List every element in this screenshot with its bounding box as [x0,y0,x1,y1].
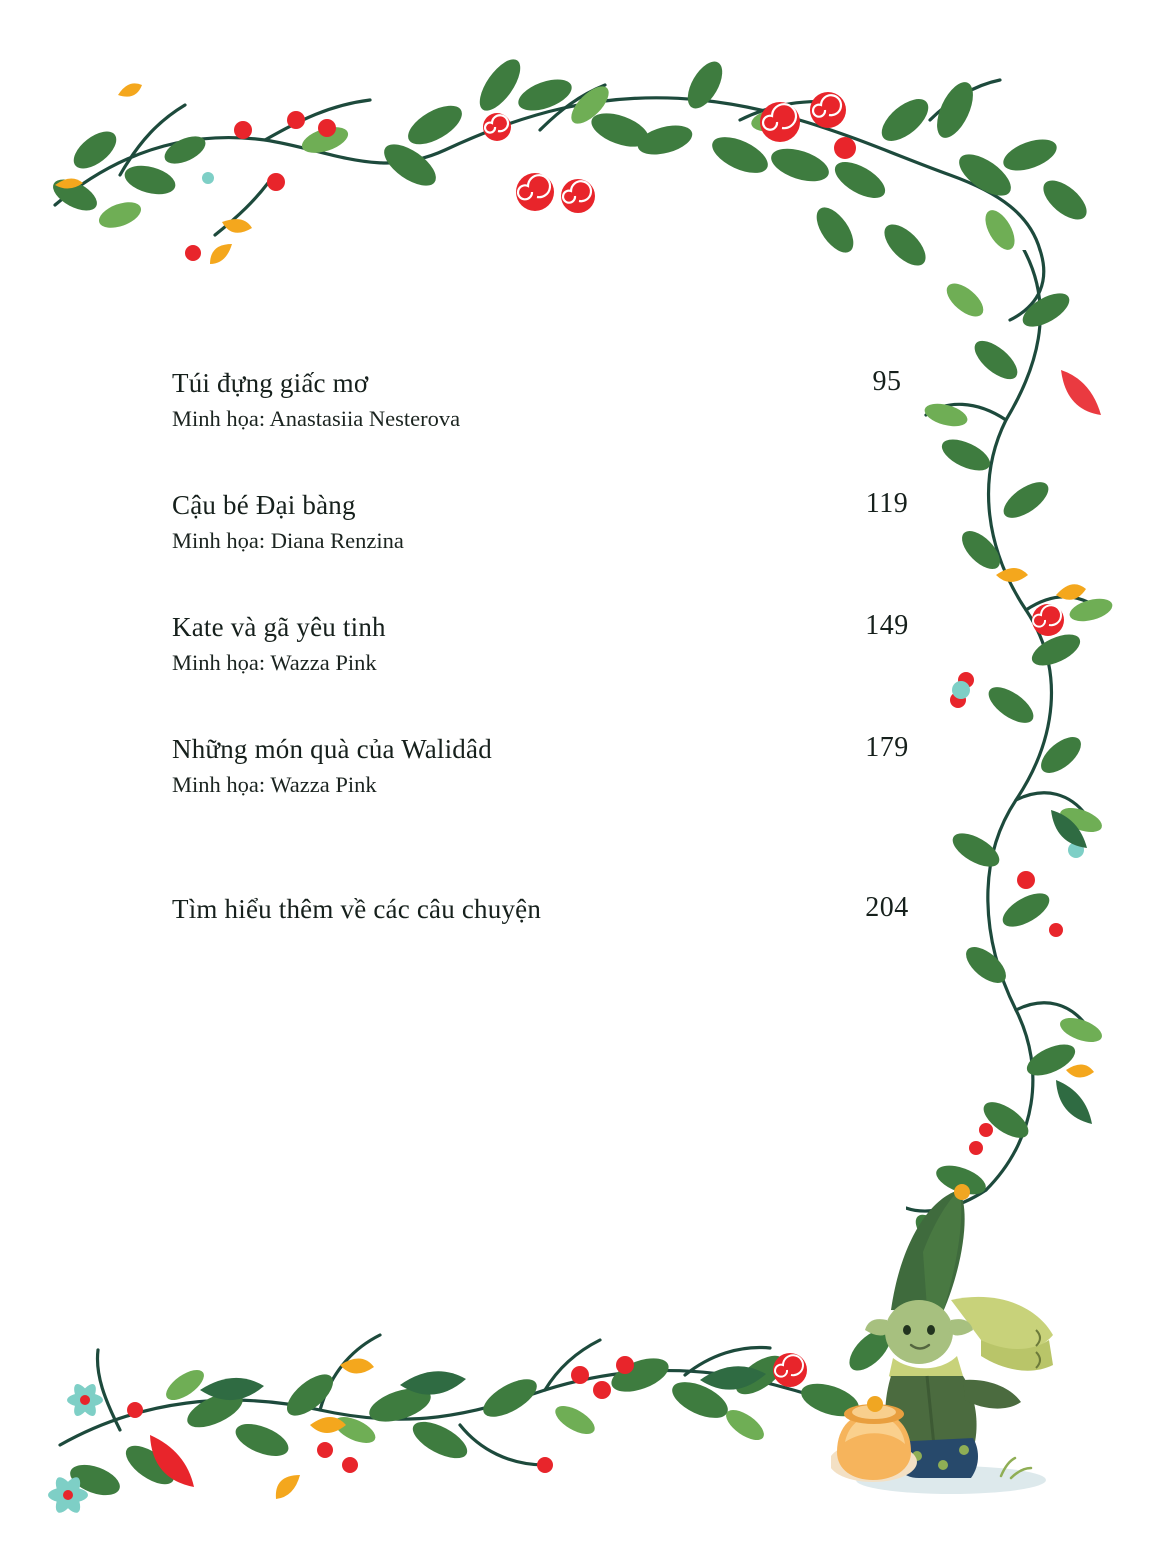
toc-entry-illustrator: Minh họa: Diana Renzina [172,528,404,554]
floral-vine-top-icon [0,0,1166,340]
toc-entry[interactable] [172,892,909,925]
toc-entry-page-number: 149 [865,610,909,642]
toc-entry-page-number: 119 [865,488,909,520]
toc-entry-title: Kate và gã yêu tinh [172,612,386,643]
toc-entry-title: Tìm hiểu thêm về các câu chuyện [172,894,542,925]
toc-entry[interactable] [172,366,902,432]
toc-entry-illustrator: Minh họa: Wazza Pink [172,772,377,798]
toc-entry-title: Túi đựng giấc mơ [172,368,369,398]
toc-entry[interactable] [172,732,909,798]
floral-vine-right-icon [906,250,1166,1310]
toc-entry-page-number: 179 [865,732,909,764]
toc-entry-page-number: 204 [865,892,909,924]
toc-entry-illustrator: Minh họa: Anastasiia Nesterova [172,406,461,432]
toc-entry-page-number: 95 [872,366,902,397]
toc-entry[interactable] [172,488,909,554]
table-of-contents [172,366,909,983]
toc-entry-title: Những món quà của Walidâd [172,734,492,765]
toc-entry[interactable] [172,610,909,676]
gnome-character-illustration [831,1180,1061,1510]
toc-entry-title: Cậu bé Đại bàng [172,490,356,521]
toc-entry-illustrator: Minh họa: Wazza Pink [172,650,377,676]
